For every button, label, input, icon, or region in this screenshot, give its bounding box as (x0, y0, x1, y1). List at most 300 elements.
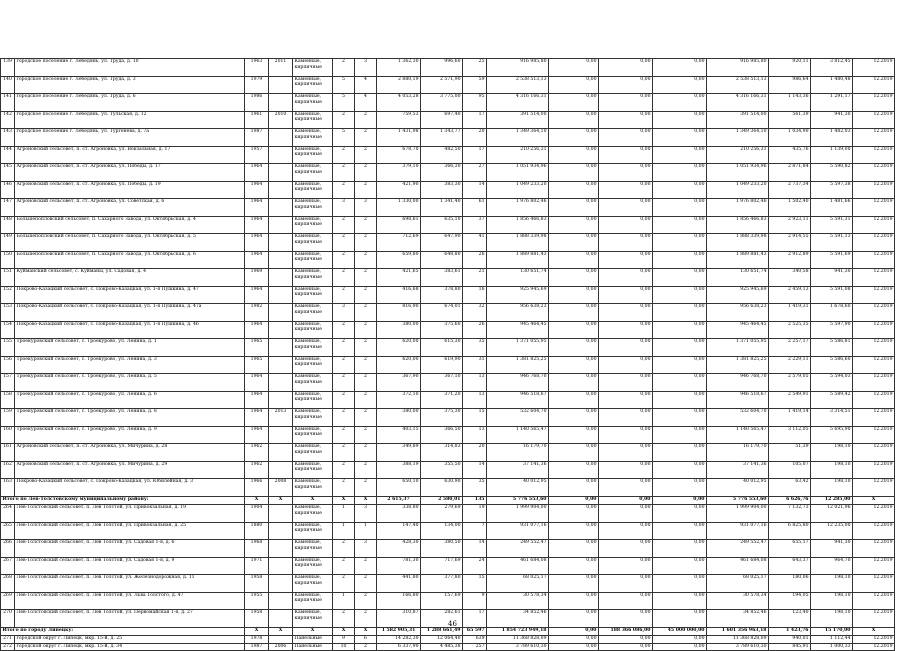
table-cell: 0,00 (599, 94, 653, 112)
table-cell: 40 012,95 (487, 479, 549, 497)
table-cell (269, 557, 293, 575)
table-cell: 1964 (245, 286, 269, 304)
table-cell (269, 426, 293, 444)
table-cell: 123,40 (769, 610, 811, 628)
table-cell: 35 (463, 339, 487, 357)
table-cell: 12.2019 (853, 216, 895, 234)
table-cell: 68 025,17 (707, 575, 769, 593)
table-cell: 12.2019 (853, 321, 895, 339)
table-cell: 12.2019 (853, 129, 895, 147)
table-cell: 561,39 (769, 111, 811, 129)
table-cell: 697,40 (421, 111, 463, 129)
table-cell: 3 (355, 199, 377, 217)
table-cell: X (245, 627, 269, 636)
table-cell: 0,00 (549, 286, 599, 304)
table-cell: 1 856 466,83 (487, 216, 549, 234)
table-cell: 3 (355, 540, 377, 558)
table-cell: 2 525,35 (769, 321, 811, 339)
table-cell: 210 256,31 (487, 146, 549, 164)
table-cell: 59 (463, 76, 487, 94)
table-cell: 3 314,51 (811, 409, 853, 427)
table-cell (269, 251, 293, 269)
table-cell: 34 852,46 (707, 610, 769, 628)
table-cell: 0,00 (653, 374, 707, 392)
table-cell: 0,00 (599, 461, 653, 479)
table-cell: 2 (333, 216, 355, 234)
table-cell: 759,53 (377, 111, 421, 129)
table-cell: Покрово-Казацкий сельсовет, с. Покрово-Казацкая, ул. 1-я Пушкина, д. 47а (15, 304, 245, 322)
table-cell: Каменные, кирпичные (293, 164, 333, 182)
table-cell: 2 871,84 (769, 164, 811, 182)
table-cell: 0,00 (549, 636, 599, 644)
table-cell: 461 684,08 (487, 557, 549, 575)
table-cell: 198,10 (811, 592, 853, 610)
table-cell: 0,00 (549, 610, 599, 628)
table-cell: 1964 (245, 181, 269, 199)
table-cell: 2 (355, 216, 377, 234)
table-cell (269, 391, 293, 409)
table-cell: 5 695,90 (811, 426, 853, 444)
table-cell: 0,00 (549, 540, 599, 558)
table-cell: 0,00 (549, 321, 599, 339)
table-cell: 0,00 (549, 627, 599, 636)
table-cell: 17 (463, 111, 487, 129)
table-cell: 1 999 904,00 (707, 505, 769, 523)
register-body (1, 59, 895, 651)
table-cell: 45 000 000,00 (653, 627, 707, 636)
table-cell: 1962 (245, 461, 269, 479)
table-row (1, 557, 895, 575)
table-cell: 156 (1, 356, 15, 374)
table-cell: X (333, 627, 355, 636)
table-cell: Троекуровский сельсовет, с. Троекурово, ул. Ленина, д. 6 (15, 391, 245, 409)
table-cell: 12.2019 (853, 164, 895, 182)
table-cell: 1964 (245, 251, 269, 269)
table-cell (269, 269, 293, 287)
table-cell: 12.2019 (853, 111, 895, 129)
table-cell: 12.2019 (853, 557, 895, 575)
table-cell: 1 582 905,31 (377, 627, 421, 636)
table-cell: 2 (355, 575, 377, 593)
table-cell: 154 (1, 321, 15, 339)
table-cell: 0,00 (653, 496, 707, 505)
table-cell: Итого по городу Липецку: (1, 627, 245, 636)
table-cell: 35 (463, 479, 487, 497)
table-cell: 12.2019 (853, 444, 895, 462)
table-cell: 61 (463, 199, 487, 217)
table-cell: 620,00 (377, 356, 421, 374)
table-row (1, 444, 895, 462)
table-cell: 0,00 (599, 111, 653, 129)
table-cell (269, 592, 293, 610)
table-cell: 7 (463, 522, 487, 540)
table-cell: 0,00 (549, 461, 599, 479)
table-cell: 12.2019 (853, 391, 895, 409)
table-cell: 1 (333, 522, 355, 540)
table-cell: 1965 (245, 339, 269, 357)
table-cell: 134,00 (421, 522, 463, 540)
table-cell: 0,00 (599, 592, 653, 610)
table-cell: 2 580,01 (421, 496, 463, 505)
table-cell: 1963 (245, 59, 269, 77)
table-cell: 5 591,13 (811, 234, 853, 252)
table-cell: Покрово-Казацкий сельсовет, с. Покрово-Казацкая, ул. Юбилейная, д. 3 (15, 479, 245, 497)
table-cell: 0,00 (653, 356, 707, 374)
table-cell: 1987 (245, 643, 269, 651)
table-cell: 0,00 (599, 522, 653, 540)
table-cell: 1979 (245, 76, 269, 94)
table-cell: 2 459,13 (769, 286, 811, 304)
table-row (1, 391, 895, 409)
table-cell: 2 (333, 164, 355, 182)
table-cell: Каменные, кирпичные (293, 592, 333, 610)
table-cell: 4 (355, 76, 377, 94)
table-cell: Троекуровский сельсовет, с. Троекурово, ул. Ленина, д. 8 (15, 409, 245, 427)
table-cell: 946 768,70 (707, 374, 769, 392)
table-cell: 2 (355, 592, 377, 610)
table-cell: 1 371 055,95 (707, 339, 769, 357)
table-cell: 41 (463, 234, 487, 252)
table-cell: Большепопловский сельсовет, п. Сахарного Завода, ул. Октябрьская, д. 5 (15, 234, 245, 252)
table-cell: 30 578,34 (487, 592, 549, 610)
table-cell: 0,00 (549, 356, 599, 374)
table-cell: Итого по Лев-Толстовскому муниципальному району: (1, 496, 245, 505)
table-cell: 2 (355, 251, 377, 269)
table-cell: 12.2019 (853, 505, 895, 523)
table-cell: 946 518,67 (707, 391, 769, 409)
table-cell: 0,00 (549, 164, 599, 182)
table-cell: 1 143,36 (769, 94, 811, 112)
table-cell: 12.2019 (853, 610, 895, 628)
table-cell: 931 077,16 (707, 522, 769, 540)
table-cell: 1968 (245, 540, 269, 558)
table-cell: 698,61 (377, 216, 421, 234)
table-cell: X (293, 496, 333, 505)
table-row (1, 286, 895, 304)
table-cell: 1964 (245, 374, 269, 392)
table-cell: 0,00 (653, 94, 707, 112)
table-cell: 647,90 (421, 234, 463, 252)
table-cell: 266 (1, 540, 15, 558)
table-cell: 12.2019 (853, 540, 895, 558)
table-cell: 2 (333, 540, 355, 558)
table-cell: 3 789 610,30 (707, 643, 769, 651)
table-cell: 140 (1, 76, 15, 94)
table-cell: 845,91 (769, 643, 811, 651)
table-cell: 3 775,00 (421, 94, 463, 112)
table-cell: 145 (1, 164, 15, 182)
table-row (1, 59, 895, 77)
table-cell: 12.2019 (853, 426, 895, 444)
table-cell: городское поселение г. Лебедянь, ул. Труда, д. 10 (15, 59, 245, 77)
table-cell: 2 (333, 181, 355, 199)
table-cell: 13 (463, 426, 487, 444)
table-row (1, 356, 895, 374)
table-cell: 1964 (245, 426, 269, 444)
table-cell: 674,01 (421, 304, 463, 322)
table-cell: Каменные, кирпичные (293, 575, 333, 593)
table-cell: 0,00 (653, 181, 707, 199)
table-cell: 0,00 (653, 146, 707, 164)
table-cell: 1 341,40 (421, 199, 463, 217)
page-number: 46 (448, 620, 457, 628)
table-cell: 12.2019 (853, 461, 895, 479)
table-cell: 15 170,00 (811, 627, 853, 636)
table-cell: 0,00 (653, 251, 707, 269)
table-cell: 421,65 (377, 269, 421, 287)
table-cell: 271 (1, 636, 15, 644)
table-cell: 1964 (245, 234, 269, 252)
table-cell: 160 (1, 426, 15, 444)
table-cell: 355,50 (421, 461, 463, 479)
table-row (1, 643, 895, 651)
table-cell: 161 (1, 444, 15, 462)
table-cell: 0,00 (653, 216, 707, 234)
table-cell: 12 021,96 (811, 505, 853, 523)
table-cell: 162 (1, 461, 15, 479)
table-cell: 1978 (245, 636, 269, 644)
table-cell: 153 (1, 304, 15, 322)
table-row (1, 522, 895, 540)
table-cell: 925 945,69 (707, 286, 769, 304)
table-cell: 2 (333, 479, 355, 497)
table-cell: 0,00 (549, 575, 599, 593)
table-cell: 2 (355, 409, 377, 427)
table-cell: 0,00 (549, 522, 599, 540)
table-cell: городской округ г. Липецк, мкр. 15-й, д. 34 (15, 643, 245, 651)
table-cell: 639 (463, 636, 487, 644)
table-cell: Каменные, кирпичные (293, 234, 333, 252)
table-cell: 920,11 (769, 59, 811, 77)
table-cell: Лев-Толстовский сельсовет, п. Лев Толстой, ул. Льва Толстого, д. 47 (15, 592, 245, 610)
table-cell: 717,69 (421, 557, 463, 575)
table-cell: 2 549,91 (769, 391, 811, 409)
table-cell: Большепопловский сельсовет, п. Сахарного Завода, ул. Октябрьская, д. 6 (15, 251, 245, 269)
table-cell: 1 381 825,25 (707, 356, 769, 374)
table-row (1, 426, 895, 444)
table-cell: 1 349 364,10 (487, 129, 549, 147)
table-cell: 461 684,08 (707, 557, 769, 575)
table-row (1, 479, 895, 497)
table-cell: 0,00 (549, 234, 599, 252)
table-cell: 34 852,46 (487, 610, 549, 628)
table-cell (269, 505, 293, 523)
table-cell: 0,00 (653, 339, 707, 357)
table-cell: 2 571,90 (421, 76, 463, 94)
table-cell: 0,00 (599, 339, 653, 357)
table-cell: 15 (463, 575, 487, 593)
table-cell: 2006 (269, 643, 293, 651)
table-cell: 0,00 (549, 426, 599, 444)
table-cell: Куйманский сельсовет, с. Куйманы, ул. Садовая, д. 4 (15, 269, 245, 287)
table-cell: 12.2019 (853, 409, 895, 427)
table-row (1, 164, 895, 182)
table-cell: 6 825,80 (769, 522, 811, 540)
table-cell: 1964 (245, 216, 269, 234)
table-cell: 249 552,47 (487, 540, 549, 558)
table-cell: 925 945,69 (487, 286, 549, 304)
table-cell: 198,10 (811, 444, 853, 462)
table-cell: 5 594,03 (811, 374, 853, 392)
table-cell: 2 (333, 610, 355, 628)
table-cell: Агроновский сельсовет, п. ст. Агроновка, ул. Победы, д. 17 (15, 164, 245, 182)
table-cell: Каменные, кирпичные (293, 461, 333, 479)
table-cell: 0,00 (653, 522, 707, 540)
table-cell: X (853, 496, 895, 505)
table-cell: Каменные, кирпичные (293, 479, 333, 497)
table-cell: 68 025,17 (487, 575, 549, 593)
table-cell: 12.2019 (853, 146, 895, 164)
table-cell: 0,00 (599, 444, 653, 462)
table-cell: 0,00 (599, 304, 653, 322)
table-cell: 1964 (245, 164, 269, 182)
table-cell: 0,00 (653, 391, 707, 409)
table-cell: 340,58 (769, 269, 811, 287)
table-cell: 0,00 (549, 251, 599, 269)
table-cell: 2 (355, 111, 377, 129)
table-cell: 1 854 723 949,18 (487, 627, 549, 636)
table-cell: 0,00 (549, 94, 599, 112)
table-cell: 0,00 (599, 269, 653, 287)
table-cell: 1 139,00 (811, 146, 853, 164)
table-cell: 5 (333, 129, 355, 147)
table-cell: 188 366 086,00 (599, 627, 653, 636)
table-cell: 0,00 (599, 374, 653, 392)
table-cell: 2 (355, 321, 377, 339)
table-cell: Каменные, кирпичные (293, 391, 333, 409)
table-cell: 0,00 (549, 557, 599, 575)
table-cell: 816,90 (377, 304, 421, 322)
table-cell: 0,00 (653, 164, 707, 182)
table-cell: 310,87 (377, 610, 421, 628)
table-cell: 3 (355, 505, 377, 523)
table-cell (269, 444, 293, 462)
table-cell: 2 880,19 (377, 76, 421, 94)
table-cell: 149 (1, 234, 15, 252)
table-cell: 2 (355, 269, 377, 287)
table-cell: 367,10 (421, 374, 463, 392)
table-row (1, 269, 895, 287)
table-cell: 1 601 356 963,18 (707, 627, 769, 636)
table-cell: 2 (333, 251, 355, 269)
table-cell: 0,00 (599, 59, 653, 77)
table-cell: 1 482,03 (811, 129, 853, 147)
table-cell: 0,00 (549, 592, 599, 610)
table-row (1, 575, 895, 593)
table-cell: 12.2019 (853, 59, 895, 77)
table-cell: Каменные, кирпичные (293, 409, 333, 427)
table-cell: 21 (463, 269, 487, 287)
table-cell: 941,30 (811, 540, 853, 558)
table-cell: 1 349 364,10 (707, 129, 769, 147)
table-cell: 956 638,23 (487, 304, 549, 322)
table-cell: 2 (333, 575, 355, 593)
table-cell: 1961 (245, 111, 269, 129)
table-cell: Каменные, кирпичные (293, 426, 333, 444)
table-cell (269, 164, 293, 182)
table-cell: 1 371 055,95 (487, 339, 549, 357)
table-cell: 0,00 (599, 286, 653, 304)
table-cell: 2 (333, 409, 355, 427)
table-cell: 1 502,40 (769, 199, 811, 217)
table-cell: 378,80 (421, 286, 463, 304)
table-cell: 648,80 (421, 251, 463, 269)
table-cell: Лев-Толстовский сельсовет, п. Лев Толстой, ул. Садовая 1-я, д. 6 (15, 540, 245, 558)
table-cell: 1 140 565,47 (487, 426, 549, 444)
table-cell: 144 (1, 146, 15, 164)
table-cell: 5 589,42 (811, 391, 853, 409)
table-cell (269, 76, 293, 94)
table-cell (269, 129, 293, 147)
table-row (1, 461, 895, 479)
table-cell: 0,00 (599, 426, 653, 444)
table-cell: 391 514,00 (487, 111, 549, 129)
table-cell: Покрово-Казацкий сельсовет, с. Покрово-Казацкая, ул. 1-я Пушкина, д. 47 (15, 286, 245, 304)
table-cell: 1 381 825,25 (487, 356, 549, 374)
table-cell: Каменные, кирпичные (293, 610, 333, 628)
table-cell: 1 431,98 (377, 129, 421, 147)
table-cell: 380,00 (377, 321, 421, 339)
table-row (1, 409, 895, 427)
table-cell: 147,40 (377, 522, 421, 540)
table-cell: 1 362,30 (377, 59, 421, 77)
table-cell: 157,69 (421, 592, 463, 610)
table-cell: 1 856 466,83 (707, 216, 769, 234)
table-cell: 0,00 (653, 286, 707, 304)
table-cell: 5 590,82 (811, 164, 853, 182)
table-cell: Панельные (293, 636, 333, 644)
table-cell: 166,80 (377, 592, 421, 610)
table-cell: 12.2019 (853, 304, 895, 322)
table-cell: 0,00 (653, 461, 707, 479)
table-cell: 1 049 233,20 (487, 181, 549, 199)
table-cell: 152 (1, 286, 15, 304)
table-cell: 2 (333, 557, 355, 575)
table-cell: 270 (1, 610, 15, 628)
table-cell: X (333, 496, 355, 505)
table-cell: 0,00 (653, 426, 707, 444)
table-cell: 11 368 828,09 (487, 636, 549, 644)
table-cell: Лев-Толстовский сельсовет, п. Лев Толстой, ул. Привокзальная, д. 25 (15, 522, 245, 540)
table-cell: 428,30 (377, 540, 421, 558)
table-cell: 2 (333, 461, 355, 479)
table-cell: 5 597,38 (811, 181, 853, 199)
table-cell: 3 (333, 199, 355, 217)
table-cell: 1 000,33 (811, 643, 853, 651)
table-cell: 0,00 (599, 251, 653, 269)
table-cell: 643,37 (769, 557, 811, 575)
table-cell: 532 604,70 (707, 409, 769, 427)
table-cell: 0,00 (599, 505, 653, 523)
table-row (1, 592, 895, 610)
table-cell: 945 464,45 (487, 321, 549, 339)
table-cell: 2 (333, 146, 355, 164)
table-cell: 916 985,80 (487, 59, 549, 77)
table-cell: 2 (355, 129, 377, 147)
table-row (1, 321, 895, 339)
table-cell: 155 (1, 339, 15, 357)
table-cell: 105,07 (769, 461, 811, 479)
table-cell (269, 374, 293, 392)
table-cell: 135 (463, 496, 487, 505)
table-cell: 27 (463, 164, 487, 182)
table-cell: 2 737,34 (769, 181, 811, 199)
table-cell: Каменные, кирпичные (293, 374, 333, 392)
table-cell: 2011 (269, 59, 293, 77)
table-cell: 986,64 (769, 76, 811, 94)
table-cell: 0,00 (599, 409, 653, 427)
table-cell: Большепопловский сельсовет, п. Сахарного Завода, ул. Октябрьская, д. 4 (15, 216, 245, 234)
